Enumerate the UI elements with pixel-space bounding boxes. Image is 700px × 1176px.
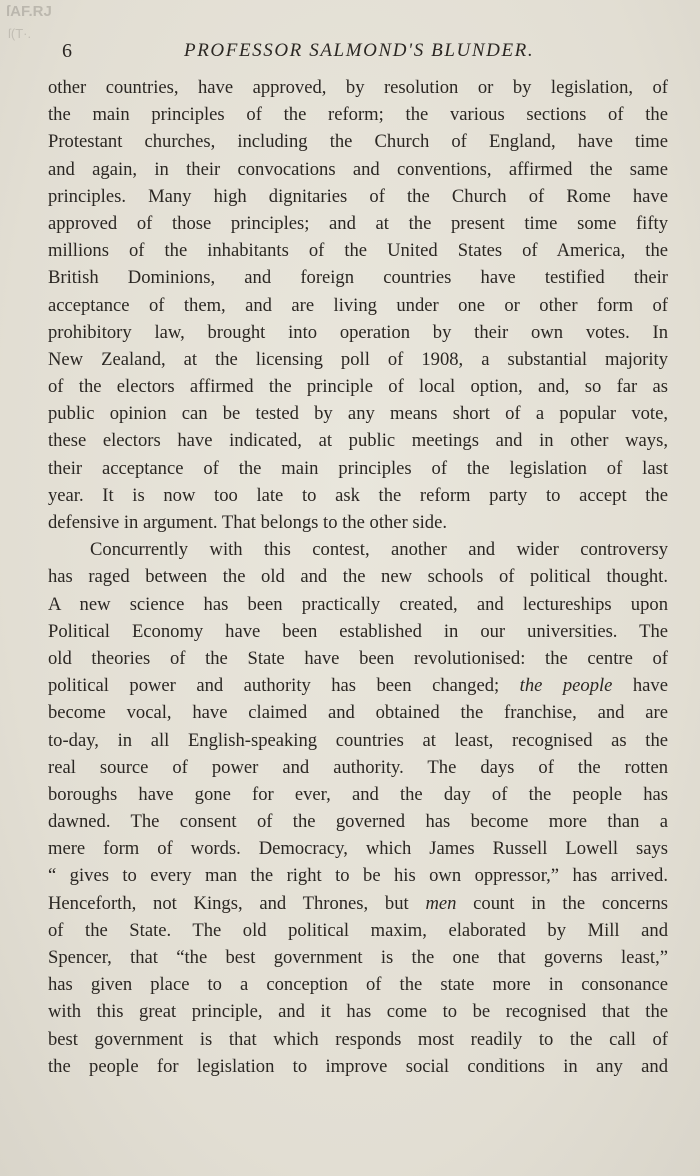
text-line: boroughs have gone for ever, and the day of the people has (48, 783, 668, 805)
text-line: the people for legislation to improve social conditions in any and (48, 1055, 668, 1077)
text-line: Protestant churches, including the Church of England, have time (48, 131, 668, 153)
text-line: approved of those principles; and at the present time some fifty (48, 212, 668, 234)
text-line: mere form of words. Democracy, which James Russell Lowell says (48, 838, 668, 860)
text-line: other countries, have approved, by resolution or by legislation, of (48, 77, 668, 98)
text-line: has raged between the old and the new schools of political thought. (48, 566, 668, 588)
text-line: “ gives to every man the right to be his own oppressor,” has arrived. (48, 865, 668, 887)
text-line: and again, in their convocations and conventions, affirmed the same (48, 158, 668, 180)
paragraph-1 (48, 74, 668, 536)
svg-text:ſ(T·.: ſ(T·. (8, 26, 32, 41)
text-line: defensive in argument. That belongs to the other side. (48, 512, 447, 533)
text-segment: political power and authority has been changed; (48, 675, 520, 697)
italic-emphasis: men (425, 892, 457, 914)
text-line: of the State. The old political maxim, elaborated by Mill and (48, 919, 668, 941)
text-line: with this great principle, and it has come to be recognised that the (48, 1001, 668, 1023)
text-line: has given place to a conception of the state more in consonance (48, 974, 668, 996)
text-line: year. It is now too late to ask the reform party to accept the (48, 484, 668, 506)
text-line: millions of the inhabitants of the United States of America, the (48, 240, 668, 262)
text-line: Political Economy have been established in our universities. The (48, 620, 668, 642)
text-line: Spencer, that “the best government is the one that governs least,” (48, 947, 668, 968)
text-line: real source of power and authority. The days of the rotten (48, 756, 668, 778)
text-segment: have (612, 675, 668, 697)
text-line: principles. Many high dignitaries of the Church of Rome have (48, 185, 668, 207)
text-line: acceptance of them, and are living under one or other form of (48, 294, 668, 316)
text-line: of the electors affirmed the principle of local option, and, so far as (48, 376, 668, 398)
text-line: the main principles of the reform; the various sections of the (48, 104, 668, 126)
text-line: their acceptance of the main principles of the legislation of last (48, 457, 668, 479)
text-line: British Dominions, and foreign countries have testified their (48, 267, 668, 289)
text-line: prohibitory law, brought into operation by their own votes. In (48, 321, 668, 343)
text-line: New Zealand, at the licensing poll of 1908, a substantial majority (48, 348, 668, 370)
text-segment: Henceforth, not Kings, and Thrones, but (48, 892, 426, 914)
text-line: A new science has been practically created, and lectureships upon (48, 593, 668, 615)
text-line: public opinion can be tested by any means short of a popular vote, (48, 403, 668, 425)
text-line (48, 672, 668, 699)
text-line: Concurrently with this contest, another and wider controversy (90, 539, 668, 561)
body-text (48, 74, 668, 1080)
text-line: old theories of the State have been revolutionised: the centre of (48, 647, 668, 669)
text-line: to-day, in all English-speaking countries at least, recognised as the (48, 729, 668, 751)
text-line: dawned. The consent of the governed has become more than a (48, 811, 668, 833)
text-line (48, 890, 668, 917)
page-header (62, 40, 664, 64)
text-line: become vocal, have claimed and obtained the franchise, and are (48, 702, 668, 724)
text-line: best government is that which responds most readily to the call of (48, 1028, 668, 1050)
running-head: PROFESSOR SALMOND'S BLUNDER. (184, 40, 535, 61)
text-line: these electors have indicated, at public meetings and in other ways, (48, 430, 668, 452)
paragraph-2 (48, 536, 668, 1080)
page-number: 6 (62, 40, 73, 62)
text-segment: count in the concerns (456, 892, 668, 914)
italic-emphasis: the people (519, 675, 613, 697)
svg-text:ſAF.RJ: ſAF.RJ (6, 3, 52, 20)
